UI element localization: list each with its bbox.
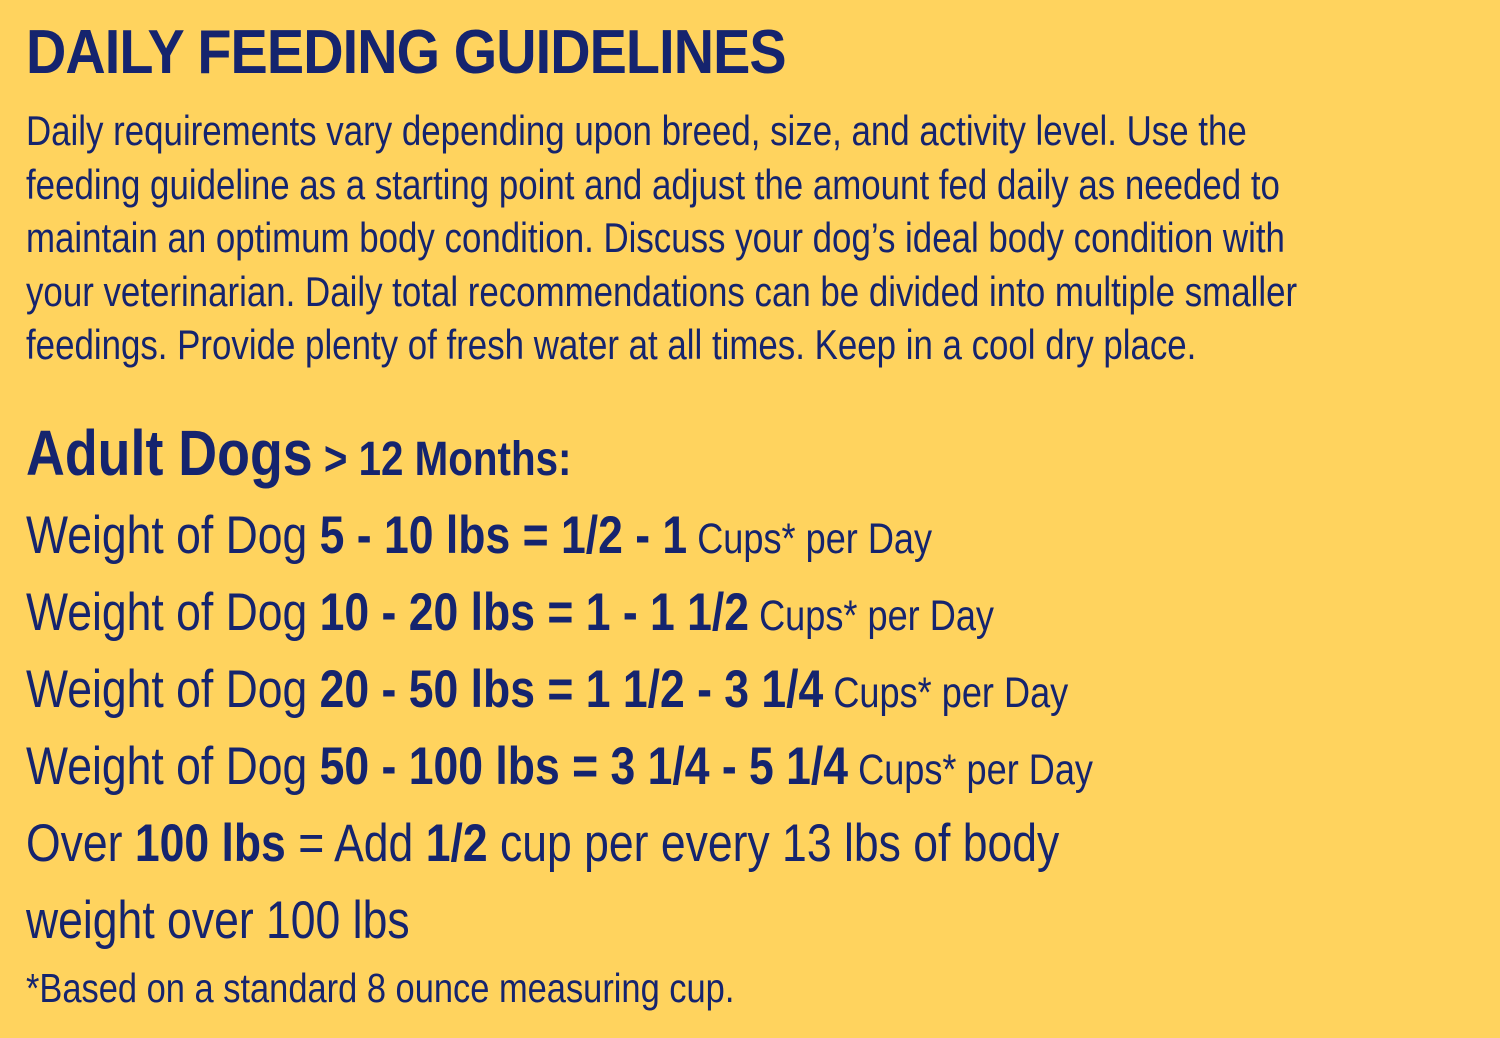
row-prefix: Weight of Dog <box>26 506 320 565</box>
row-range: 10 - 20 lbs = 1 - 1 1/2 <box>319 583 750 642</box>
over-mid: = Add <box>285 814 426 873</box>
row-range: 50 - 100 lbs = 3 1/4 - 5 1/4 <box>319 737 849 796</box>
row-unit: Cups* per Day <box>823 669 1069 717</box>
over-amount: 1/2 <box>425 814 488 873</box>
row-unit: Cups* per Day <box>749 592 994 640</box>
over-100-row <box>26 813 1093 890</box>
feeding-rows <box>26 505 1296 967</box>
page-title: DAILY FEEDING GUIDELINES <box>26 18 786 87</box>
intro-paragraph: Daily requirements vary depending upon breed, size, and activity level. Use the feeding guideline as a starting point and adjust the amount fed daily as needed to maintain an optimum body condition. Discuss your dog’s ideal body condition with your veterinarian. Daily total recommendations can be divided into multiple smaller feedings. Provide plenty of fresh water at all times. Keep in a cool dry place. <box>26 107 1298 368</box>
row-prefix: Weight of Dog <box>26 583 320 642</box>
feeding-row <box>26 582 1093 659</box>
footnote: *Based on a standard 8 ounce measuring cup. <box>26 965 735 1011</box>
over-line2: weight over 100 lbs <box>26 891 410 950</box>
row-range: 20 - 50 lbs = 1 1/2 - 3 1/4 <box>319 660 824 719</box>
row-prefix: Weight of Dog <box>26 737 320 796</box>
feeding-row <box>26 659 1093 736</box>
over-word: Over <box>26 814 135 873</box>
feeding-row <box>26 736 1093 813</box>
feeding-row <box>26 505 1093 582</box>
section-heading-sub: > 12 Months: <box>312 433 572 486</box>
over-100-row-continued <box>26 890 1093 967</box>
over-weight: 100 lbs <box>134 814 286 873</box>
row-unit: Cups* per Day <box>687 515 933 563</box>
section-heading <box>26 417 572 489</box>
row-range: 5 - 10 lbs = 1/2 - 1 <box>319 506 688 565</box>
row-prefix: Weight of Dog <box>26 660 320 719</box>
row-unit: Cups* per Day <box>848 746 1093 794</box>
section-heading-main: Adult Dogs <box>26 417 313 489</box>
over-tail: cup per every 13 lbs of body <box>487 814 1060 873</box>
